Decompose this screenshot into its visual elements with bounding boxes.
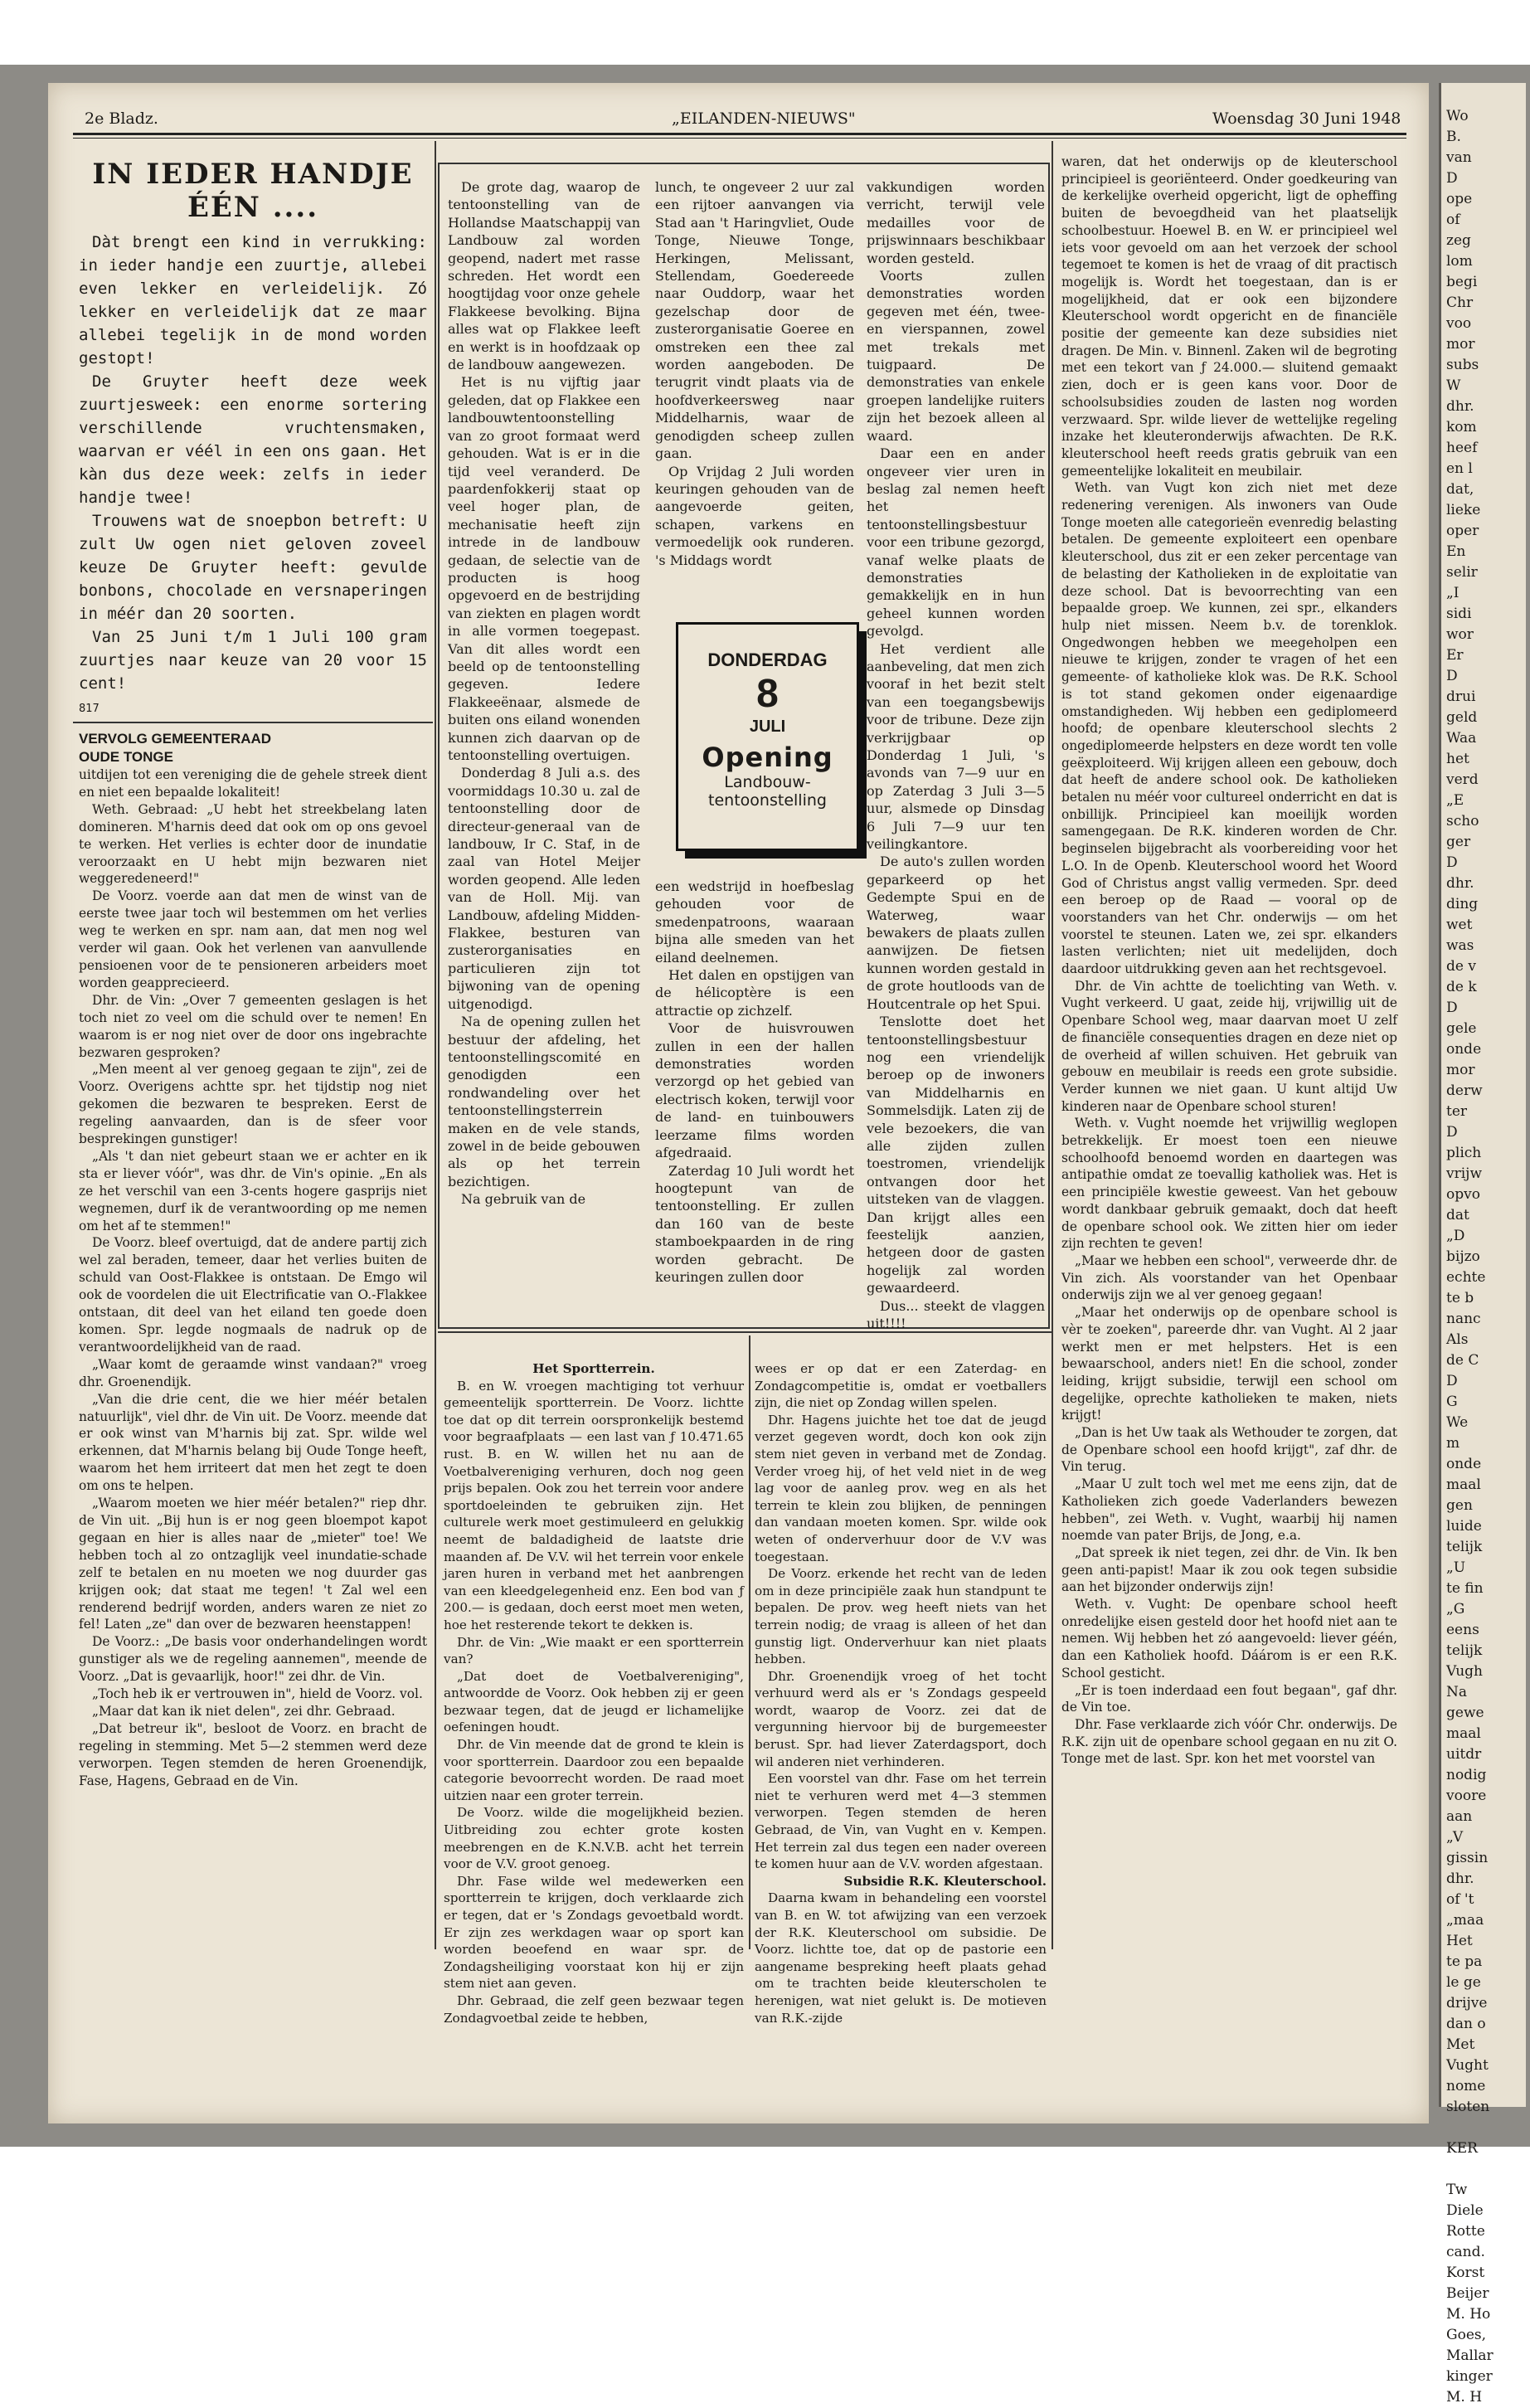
edge-fragment: Als xyxy=(1446,1331,1469,1348)
edge-fragment: heef xyxy=(1446,440,1478,456)
edge-fragment: B. xyxy=(1446,129,1461,145)
advert-code: 817 xyxy=(79,703,100,715)
edge-fragment: ding xyxy=(1446,896,1479,912)
edge-fragment: of xyxy=(1446,212,1460,228)
edge-fragment: te b xyxy=(1446,1290,1474,1306)
edge-fragment: selir xyxy=(1446,564,1478,581)
edge-fragment: mor xyxy=(1446,1062,1475,1078)
article-gemeenteraad xyxy=(79,730,427,1941)
edge-fragment: Chr xyxy=(1446,294,1474,311)
edge-fragment: D xyxy=(1446,1000,1458,1016)
edge-fragment: dhr. xyxy=(1446,875,1474,892)
article-sportterrein-continued xyxy=(755,1360,1047,2026)
edge-fragment: Rotte xyxy=(1446,2223,1485,2240)
edge-fragment: m xyxy=(1446,1435,1460,1452)
edge-fragment: Vught xyxy=(1446,2057,1489,2074)
edge-fragment: aan xyxy=(1446,1808,1473,1825)
notice-subject: Landbouw- xyxy=(724,773,811,791)
edge-fragment: de C xyxy=(1446,1352,1479,1369)
paragraph: Tenslotte doet het tentoonstellingsbestuur nog een vriendelijk beroep op de inwoners van Middelharnis en Sommelsdijk. Laten zij de vele bezoekers, die van alle zijden zullen toestromen, vriendelijk ontvangen door het uitsteken van de vlaggen. Dan krijgt alles een feestelijk aanzien, hetgeen door de gasten hogelijk zal worden gewaardeerd. xyxy=(867,1014,1045,1296)
edge-fragment: te pa xyxy=(1446,1953,1483,1970)
edge-fragment: D xyxy=(1446,1373,1458,1389)
paragraph: lunch, te ongeveer 2 uur zal een rijtoer aanvangen via Stad aan 't Haringvliet, Oude Tonge, Nieuwe Tonge, Herkingen, Melissant, Stellendam, Goedereede naar Ouddorp, waar het gezelschap door de zusterorganisatie Goeree en omstreken een thee zal worden aangeboden. De terugrit vindt plaats via de hoofdverkeersweg naar Middelharnis, waar de genodigden scheep zullen gaan. xyxy=(655,179,854,462)
edge-fragment: „U xyxy=(1446,1559,1466,1576)
paragraph: De Voorz. bleef overtuigd, dat de andere partij zich wel zal beraden, temeer, daar het verlies buiten de schuld van Oost-Flakkee is ontstaan. De Emgo wil ook de voordelen die uit Electrificatie van O.-Flakkee ontstaan, dit deel van het eiland ten goede doen komen. Spr. legde nogmaals de nadruk op de verantwoordelijkheid van de raad. xyxy=(79,1235,427,1355)
horizontal-rule xyxy=(73,722,433,723)
edge-fragment: Goes, xyxy=(1446,2327,1487,2343)
edge-fragment: de v xyxy=(1446,958,1476,975)
edge-fragment: We xyxy=(1446,1414,1469,1431)
opening-notice-box xyxy=(676,622,859,851)
paragraph: Dhr. Groenendijk vroeg of het tocht verhuurd werd als er 's Zondags gespeeld wordt, waarop de Voorz. zei dat de vergunning hiervoor bij de burgemeester berust. Spr. had liever Zaterdagsport, doch wil anderen niet verhinderen. xyxy=(755,1668,1047,1769)
paragraph: „Dat doet de Voetbalvereniging", antwoordde de Voorz. Ook hebben zij er geen bezwaar tegen, dat de jeugd er lichamelijke oefeningen houdt. xyxy=(444,1668,744,1735)
paragraph: Daarna kwam in behandeling een voorstel van B. en W. tot afwijzing van een verzoek der R.K. Kleuterschool om subsidie. De Voorz. lichtte toe, dat op de pastorie een aangename bespreking heeft plaats gehad om te trachten beide kleuterscholen te herenigen, wat niet gelukt is. De motieven van R.K.-zijde xyxy=(755,1890,1047,2026)
article-subheading: OUDE TONGE xyxy=(79,749,173,765)
paragraph: een wedstrijd in hoefbeslag gehouden voor de smedenpatroons, waaraan bijna alle smeden van het eiland deelnemen. xyxy=(655,878,854,966)
box-shadow xyxy=(685,849,867,859)
paragraph: Donderdag 8 Juli a.s. des voormiddags 10.30 u. zal de tentoonstelling door de directeur-generaal van de landbouw, Ir C. Staf, in de zaal van Hotel Meijer worden geopend. Alle leden van de Holl. Mij. van Landbouw, afdeling Midden-Flakkee, besturen van zusterorganisaties en particulieren zijn tot bijwoning van de opening uitgenodigd. xyxy=(448,765,640,1012)
edge-fragment: verd xyxy=(1446,771,1479,788)
edge-fragment: telijk xyxy=(1446,1539,1483,1555)
edge-fragment: de k xyxy=(1446,979,1477,995)
section-heading: Het Sportterrein. xyxy=(532,1361,655,1376)
edge-fragment: Beijer xyxy=(1446,2285,1489,2302)
edge-fragment: kom xyxy=(1446,419,1477,435)
edge-fragment: plich xyxy=(1446,1145,1482,1161)
edge-fragment: ter xyxy=(1446,1103,1468,1120)
edge-fragment: gele xyxy=(1446,1020,1477,1037)
edge-fragment: van xyxy=(1446,149,1472,166)
edge-fragment: gissin xyxy=(1446,1850,1489,1866)
edge-fragment: echte xyxy=(1446,1269,1486,1286)
paragraph: vakkundigen worden verricht, terwijl vele medailles voor de prijswinnaars beschikbaar worden gesteld. xyxy=(867,179,1045,266)
article-tentoonstelling-col2-top xyxy=(655,178,854,601)
edge-fragment: Met xyxy=(1446,2036,1475,2053)
column-rule xyxy=(435,141,436,1949)
paragraph: „Maar we hebben een school", verweerde dhr. de Vin zich. Als voorstander van het Openbaar onderwijs zijn we al ver genoeg gegaan! xyxy=(1061,1253,1397,1303)
paragraph: „Waar komt de geraamde winst vandaan?" vroeg dhr. Groenendijk. xyxy=(79,1356,427,1389)
edge-fragment: te fin xyxy=(1446,1580,1484,1597)
paragraph: Zaterdag 10 Juli wordt het hoogtepunt van de tentoonstelling. Er zullen dan 160 van de beste stamboekpaarden in de ring worden gebracht. De keuringen zullen door xyxy=(655,1162,854,1285)
edge-fragment: wet xyxy=(1446,917,1473,933)
edge-fragment: KER xyxy=(1446,2140,1478,2157)
paragraph: Op Vrijdag 2 Juli worden keuringen gehouden van de aangevoerde geiten, schapen, varkens en vermoedelijk ook runderen. 's Middags wordt xyxy=(655,463,854,568)
edge-fragment: Het xyxy=(1446,1933,1473,1949)
edge-fragment: geld xyxy=(1446,709,1478,726)
edge-fragment: lom xyxy=(1446,253,1473,270)
edge-fragment: derw xyxy=(1446,1082,1483,1099)
advert-de-gruyter xyxy=(79,158,427,715)
paragraph: Voor de huisvrouwen zullen in een der hallen demonstraties worden verzorgd op het gebied van electrisch koken, terwijl voor de land- en tuinbouwers leerzame films worden afgedraaid. xyxy=(655,1020,854,1161)
edge-fragment: W xyxy=(1446,377,1461,394)
paragraph: Dus... steekt de vlaggen uit!!!! xyxy=(867,1297,1045,1331)
paragraph: „Maar dat kan ik niet delen", zei dhr. Gebraad. xyxy=(92,1703,396,1719)
edge-fragment: drui xyxy=(1446,688,1476,705)
edge-fragment: D xyxy=(1446,170,1458,187)
article-kleuterschool xyxy=(1061,153,1397,1945)
edge-fragment: D xyxy=(1446,668,1458,684)
article-tentoonstelling-col2-bottom xyxy=(655,878,854,1326)
edge-fragment: was xyxy=(1446,937,1474,954)
edge-fragment: gewe xyxy=(1446,1705,1484,1721)
edge-fragment: „V xyxy=(1446,1829,1464,1846)
box-shadow xyxy=(857,631,867,855)
edge-fragment: Wo xyxy=(1446,108,1469,124)
edge-fragment: „I xyxy=(1446,585,1460,601)
paragraph: Het dalen en opstijgen van de hélicoptère is een attractie op zichzelf. xyxy=(655,967,854,1019)
edge-fragment: maal xyxy=(1446,1725,1481,1742)
paragraph: waren, dat het onderwijs op de kleuterschool principieel is georiënteerd. Onder goedkeuring van de kerkelijke overheid opgericht, ligt de opheffing buiten de bevoegdheid van het plaatselijk schoolbestuur. Hoewel B. en W. er principieel wel iets voor gevoeld om aan het verzoek der school tegemoet te komen is het de vraag of dit practisch mogelijk is. Wordt het toegestaan, dan is er mogelijkheid, dat er ook een bijzondere Kleuterschool wordt opgericht en de financiële positie der gemeente kan deze subsidies niet dragen. De Min. v. Binnenl. Zaken wil de begroting met een tekort van ƒ 24.000.— sluitend gemaakt zien, doch er is geen kans voor. Door de schoolsubsidies zouden de lasten nog worden verzwaard. Spr. wilde liever de wettelijke regeling inzake het kleuteronderwijs afwachten. De R.K. kleuterschool heeft reeds gratis gebruik van een gemeentelijke lokaliteit en meubilair. xyxy=(1061,154,1397,479)
notice-day: DONDERDAG xyxy=(707,649,828,670)
article-heading: VERVOLG GEMEENTERAAD xyxy=(79,731,272,747)
paragraph: Dhr. Hagens juichte het toe dat de jeugd verzet gegeven wordt, doch kon ook zijn stem niet geven in verband met de Zondag. Verder vroeg hij, of het veld niet in de weg lag voor de aanleg prov. weg en als het terrein te klein zou blijken, de penningen dan vandaan moeten komen. Spr. wilde ook weten of onderverhuur door de V.V was toegestaan. xyxy=(755,1412,1047,1564)
header-rule-thin xyxy=(73,138,1406,139)
edge-fragment: vrijw xyxy=(1446,1165,1482,1182)
page-header xyxy=(75,106,1401,131)
edge-fragment: dat, xyxy=(1446,481,1474,498)
edge-fragment: eens xyxy=(1446,1622,1479,1638)
edge-fragment: ope xyxy=(1446,191,1473,207)
edge-fragment: voo xyxy=(1446,315,1472,332)
edge-fragment xyxy=(1441,2159,1526,2180)
paragraph: De Voorz.: „De basis voor onderhandelingen wordt gunstiger als we de regeling aannemen", meende de Voorz. „Dat is gevaarlijk, hoor!" zei dhr. de Vin. xyxy=(79,1634,427,1685)
edge-fragment: le ge xyxy=(1446,1974,1481,1991)
edge-fragment: telijk xyxy=(1446,1642,1483,1659)
paragraph: „Dat betreur ik", besloot de Voorz. en bracht de regeling in stemming. Met 5—2 stemmen werd deze verworpen. Tegen stemden de heren Groenendijk, Fase, Hagens, Gebraad en de Vin. xyxy=(79,1720,427,1788)
paragraph: Dhr. de Vin: „Over 7 gemeenten geslagen is het toch niet zo veel om die schuld over te nemen! En waarom is er nog niet over de door ons ingebrachte bezwaren gesproken? xyxy=(79,992,427,1060)
column-rule xyxy=(749,1335,750,1949)
edge-fragment: of 't xyxy=(1446,1891,1474,1908)
edge-fragment: dhr. xyxy=(1446,398,1474,415)
paragraph: Dhr. de Vin: „Wie maakt er een sportterrein van? xyxy=(444,1634,744,1667)
paragraph: Dhr. de Vin achtte de toelichting van Weth. v. Vught verkeerd. U gaat, zeide hij, vrijwillig uit de Openbare School weg, maar daarvan moet U zelf de financiële consequenties dragen en deze niet op de overheid af willen schuiven. Het gebruik van gebouw en meubilair is reeds een grote subsidie. Verder kunnen we niet gaan. U kunt altijd Uw kinderen naar de Openbare school sturen! xyxy=(1061,978,1397,1114)
column-rule xyxy=(1052,141,1053,1949)
paragraph: Dhr. Fase verklaarde zich vóór Chr. onderwijs. De R.K. zijn uit de openbare school gegaan en nu zit O. Tonge met de last. Spr. kon het met voorstel van xyxy=(1061,1716,1397,1767)
page-number: 2e Bladz. xyxy=(85,109,158,128)
section-heading: Subsidie R.K. Kleuterschool. xyxy=(843,1873,1047,1889)
paragraph: „Waarom moeten we hier méér betalen?" riep dhr. de Vin uit. „Bij hun is er nog geen bloempot kapot gegaan en hier is alles naar de „mieter" toe! We hebben toch al zo ontzaglijk veel inundatie-schade zelf te betalen en nu moeten we nog duurder gas krijgen ook; dat staat me tegen! 't Zal wel een renderend bedrijf worden, anders waren ze niet zo fel! Laten „ze" dan over de bezwaren heenstappen! xyxy=(79,1496,427,1632)
paragraph: „Van die drie cent, die we hier méér betalen natuurlijk", viel dhr. de Vin uit. De Voorz. meende dat er ook winst van M'harnis bij zat. Spr. wilde wel erkennen, dat M'harnis belang bij Oude Tonge heeft, waarom het hem irriteert dat men het zegt te doen om ons te helpen. xyxy=(79,1391,427,1494)
edge-fragment: ger xyxy=(1446,834,1471,850)
paragraph: Na de opening zullen het bestuur der afdeling, het tentoonstellingscomité en genodigden een rondwandeling over het tentoonstellingsterrein maken en de vele stands, zowel in de beide gebouwen als op het terrein bezichtigen. xyxy=(448,1014,640,1189)
edge-fragment: „G xyxy=(1446,1601,1465,1617)
edge-fragment: Tw xyxy=(1446,2182,1468,2198)
paragraph: Het is nu vijftig jaar geleden, dat op Flakkee een landbouwtentoonstelling van zo groot formaat werd gehouden. Wat is er in die tijd veel veranderd. De paardenfokkerij staat op veel hoger plan, de mechanisatie heeft zijn intrede in de landbouw gedaan, de selectie van de producten is hoog opgevoerd en de bestrijding van ziekten en plagen wordt in alle vormen toegepast. Van dit alles wordt een beeld op de tentoonstelling gegeven. Iedere Flakkeeënaar, alsmede de buiten ons eiland wonenden kunnen zich daarvan op de tentoonstelling overtuigen. xyxy=(448,374,640,763)
edge-fragment: mor xyxy=(1446,336,1475,353)
edge-fragment: nome xyxy=(1446,2078,1486,2094)
edge-fragment: dat xyxy=(1446,1207,1469,1223)
notice-subject: tentoonstelling xyxy=(708,791,827,810)
article-sportterrein xyxy=(444,1360,744,2026)
edge-fragment: Mallar xyxy=(1446,2347,1494,2364)
paragraph: „Maar het onderwijs op de openbare school is vèr te zoeken", pareerde dhr. van Vught. Al 2 jaar werkt men er met helpsters. Het is een bewaarschool, anders niet! En die school, zonder leiding, krijgt subsidie, terwijl een school om degelijke, oprechte katholieken te maken, niets krijgt! xyxy=(1061,1305,1397,1423)
article-tentoonstelling-col3 xyxy=(867,178,1045,1331)
advert-paragraph: Van 25 Juni t/m 1 Juli 100 gram zuurtjes naar keuze van 20 voor 15 cent! xyxy=(79,628,427,693)
paragraph: De grote dag, waarop de tentoonstelling van de Hollandse Maatschappij van Landbouw zal worden geopend, nadert met rasse schreden. Het wordt een hoogtijdag voor onze gehele Flakkeese bevolking. Bijna alles wat op Flakkee leeft en werkt is in hoofdzaak op de landbouw aangewezen. xyxy=(448,179,640,373)
notice-date: 8 xyxy=(756,672,779,716)
edge-fragment: Diele xyxy=(1446,2202,1484,2219)
edge-fragment: Waa xyxy=(1446,730,1477,747)
edge-fragment: en l xyxy=(1446,460,1473,477)
edge-fragment: het xyxy=(1446,751,1469,767)
paragraph: Een voorstel van dhr. Fase om het terrein niet te verhuren werd met 4—3 stemmen verworpen. Tegen stemden de heren Gebraad, de Vin, van Vught en v. Kempen. Het terrein zal dus tegen een nader overeen te komen huur aan de V.V. worden afgestaan. xyxy=(755,1771,1047,1872)
paragraph: Weth. Gebraad: „U hebt het streekbelang laten domineren. M'harnis deed dat ook om op ons gevoel te werken. Het verlies is echter door de inundatie veroorzaakt en U hebt mijn bezwaren niet weggeredeneerd!" xyxy=(79,801,427,887)
paragraph: „Er is toen inderdaad een fout begaan", gaf dhr. de Vin toe. xyxy=(1061,1682,1397,1715)
issue-date: Woensdag 30 Juni 1948 xyxy=(1212,109,1401,128)
edge-fragment: gen xyxy=(1446,1497,1473,1514)
paragraph: De auto's zullen worden geparkeerd op het Gedempte Spui en de Waterweg, waar bewakers de plaats zullen aanwijzen. De fietsen kunnen worden gestald in de grote houtloods van de Houtcentrale op het Spui. xyxy=(867,854,1045,1012)
edge-fragment: onde xyxy=(1446,1041,1482,1058)
paragraph: wees er op dat er een Zaterdag- en Zondagcompetitie is, omdat er voetballers zijn, die niet op Zondag willen spelen. xyxy=(755,1361,1047,1411)
paragraph: „Maar U zult toch wel met me eens zijn, dat de Katholieken zich goede Vaderlanders bewezen hebben", zei Weth. v. Vught, waarbij hij namen noemde van pater Brijs, de Jong, e.a. xyxy=(1061,1476,1397,1544)
edge-fragment: Na xyxy=(1446,1684,1468,1700)
edge-fragment: kinger xyxy=(1446,2368,1493,2385)
paper-name: „EILANDEN-NIEUWS" xyxy=(672,109,856,128)
advert-paragraph: Trouwens wat de snoepbon betreft: U zult Uw ogen niet geloven zoveel keuze De Gruyter heeft: gevulde bonbons, chocolade en versnaperingen in méér dan 20 soorten. xyxy=(79,512,427,623)
adjacent-page-edge xyxy=(1439,83,1526,2406)
header-rule xyxy=(73,133,1406,135)
paragraph: De Voorz. voerde aan dat men de winst van de eerste twee jaar toch wil bestemmen om het verlies weg te werken en spr. nam aan, dat men nog wel verder wil gaan. Ook het verlenen van aanvullende pensioenen voor de te pensioneren arbeiders moet worden geapprecieerd. xyxy=(79,888,427,990)
edge-fragment: D xyxy=(1446,1124,1458,1141)
edge-fragment: cand. xyxy=(1446,2244,1485,2260)
paragraph: Daar een en ander ongeveer vier uren in beslag zal nemen heeft het tentoonstellingsbestuur voor een tribune gezorgd, vanaf welke plaats de demonstraties gemakkelijk en in hun geheel kunnen worden gevolgd. xyxy=(867,445,1045,640)
paragraph: Na gebruik van de xyxy=(461,1191,586,1208)
paragraph: uitdijen tot een vereniging die de gehele streek dient en niet een bepaalde lokaliteit! xyxy=(79,767,427,800)
edge-fragment: sidi xyxy=(1446,606,1472,622)
paragraph: „Als 't dan niet gebeurt staan we er achter en ik sta er liever vóór", was dhr. de Vin's opinie. „En als ze het verschil van een 3-cents hogere gasprijs niet wegnemen, durf ik de verantwoording op me nemen om het af te stemmen!" xyxy=(79,1148,427,1233)
edge-fragment: onde xyxy=(1446,1456,1482,1472)
paragraph: „Dan is het Uw taak als Wethouder te zorgen, dat de Openbare school een hoofd krijgt", zaf dhr. de Vin terug. xyxy=(1061,1425,1397,1475)
paragraph: Het verdient alle aanbeveling, dat men zich vooraf in het bezit stelt van een toegangsbewijs voor de tribune. Deze zijn verkrijgbaar op Donderdag 1 Juli, 's avonds van 7—9 uur en op Zaterdag 3 Juli 3—5 uur, alsmede op Dinsdag 6 Juli 7—9 uur ten veilingkantore. xyxy=(867,640,1045,853)
edge-fragment: Vugh xyxy=(1446,1663,1483,1680)
paragraph: De Voorz. erkende het recht van de leden om in deze principiële zaak hun standpunt te bepalen. De prov. weg heeft niets van het terrein nodig; de vraag is alleen of het dan gunstig ligt. Onderverhuur kan niet plaats hebben. xyxy=(755,1566,1047,1667)
paragraph: Voorts zullen demonstraties worden gegeven met één, twee- en vierspannen, zowel met trekals met tuigpaard. De demonstraties van enkele groepen landelijke ruiters zijn het bezoek alleen al waard. xyxy=(867,268,1045,444)
edge-fragment: Korst xyxy=(1446,2264,1485,2281)
paragraph: Dhr. de Vin meende dat de grond te klein is voor sportterrein. Daardoor zou een bepaalde categorie bevoorrecht worden. De raad moet uitzien naar een groter terrein. xyxy=(444,1737,744,1803)
edge-fragment: zeg xyxy=(1446,232,1471,249)
advert-paragraph: De Gruyter heeft deze week zuurtjesweek: een enorme sortering verschillende vruchtensmaken, waarvan er véél in een ons gaan. Het kàn dus deze week: zelfs in ieder handje twee! xyxy=(79,372,427,507)
paragraph: „Men meent al ver genoeg gegaan te zijn", zei de Voorz. Overigens achtte spr. het tijdstip nog niet gekomen die bezwaren te bespreken. Eerst de regeling aanvaarden, dan is de sfeer voor besprekingen gunstiger! xyxy=(79,1062,427,1147)
edge-fragment: M. H xyxy=(1446,2389,1483,2406)
edge-fragment: „E xyxy=(1446,792,1464,809)
paragraph: „Dat spreek ik niet tegen, zei dhr. de Vin. Ik ben geen anti-papist! Maar ik zou ook tegen subsidie aan het bijzonder onderwijs zijn! xyxy=(1061,1545,1397,1595)
edge-fragment: D xyxy=(1446,854,1458,871)
notice-opening: Opening xyxy=(702,742,833,773)
edge-fragment: En xyxy=(1446,543,1466,560)
edge-fragment: scho xyxy=(1446,813,1479,829)
paragraph: Dhr. Gebraad, die zelf geen bezwaar tegen Zondagvoetbal zeide te hebben, xyxy=(444,1992,744,2026)
notice-month: JULI xyxy=(749,718,786,736)
edge-fragment: G xyxy=(1446,1394,1458,1410)
edge-fragment: sloten xyxy=(1446,2099,1490,2115)
edge-fragment: „maa xyxy=(1446,1912,1484,1929)
advert-body xyxy=(79,231,427,695)
edge-fragment: subs xyxy=(1446,357,1479,373)
edge-fragments xyxy=(1441,83,1526,2408)
edge-fragment: bijzo xyxy=(1446,1248,1480,1265)
edge-fragment: dan o xyxy=(1446,2016,1486,2032)
edge-fragment xyxy=(1441,2118,1526,2138)
paragraph: „Toch heb ik er vertrouwen in", hield de Voorz. vol. xyxy=(92,1686,423,1702)
advert-paragraph: Dàt brengt een kind in verrukking: in ieder handje een zuurtje, allebei even lekker en verleidelijk. Zó lekker en verleidelijk dat ze maar allebei tegelijk in de mond worden gestopt! xyxy=(79,233,427,367)
edge-fragment: lieke xyxy=(1446,502,1481,518)
paragraph: Weth. van Vugt kon zich niet met deze redenering verenigen. Als inwoners van Oude Tonge moeten alle categorieën evenredig belasting betalen. De gemeente exploiteert een openbare kleuterschool, dus zit er een zeker percentage van de belasting der Katholieken in de exploitatie van deze school. Dat is bevoorrechting van een bepaalde groep. We kunnen, zei spr., elkanders hulp niet missen. Neem b.v. de torenklok. Ongedwongen hebben we meegeholpen een nieuwe te krijgen, zonder te vragen of het een gemeente- of katholieke klok was. De R.K. School is tot stand gekomen onder eigenaardige omstandigheden. Wij hebben een gediplomeerd hoofd; de openbare kleuterschool slechts 2 ongediplomeerde helpsters en deze wordt ten volle geëxploiteerd. Wij krijgen alleen een gebouw, doch dat heeft de andere school ook. De katholieken betalen nu méér voor cultureel onderricht en dat is onbillijk. Principieel kan moeilijk worden samengegaan. De R.K. kinderen worden de Chr. beginselen bijgebracht als voorbereiding voor het L.O. In de Openb. Kleuterschool woord het Woord God of Christus angst vallig vermeden. Spr. deed een beroep op de Raad — vooral op de voorstanders van het Chr. onderwijs — om het voorstel te steunen. Laten we, zei spr. elkanders lasten verlichten; niet uit medelijden, doch daardoor uitdrukking geven aan het rechtsgevoel. xyxy=(1061,480,1397,977)
edge-fragment: dhr. xyxy=(1446,1870,1474,1887)
edge-fragment: drijve xyxy=(1446,1995,1488,2012)
paragraph: Weth. v. Vught noemde het vrijwillig weglopen betrekkelijk. Er moest toen een nieuwe schoolhoofd benoemd worden en daartegen was antipathie omdat ze toevallig katholiek was. Het is een principiële kwestie geweest. Van het gebouw wordt dankbaar gebruik gemaakt, doch dat heeft de openbare school ook. We zitten hier om ieder zijn rechten te geven! xyxy=(1061,1116,1397,1252)
paragraph: De Voorz. wilde die mogelijkheid bezien. Uitbreiding zou echter grote kosten meebrengen en de K.N.V.B. acht het terrein voor de V.V. groot genoeg. xyxy=(444,1805,744,1872)
edge-fragment: voore xyxy=(1446,1788,1487,1804)
edge-fragment: oper xyxy=(1446,523,1479,539)
edge-fragment: opvo xyxy=(1446,1186,1480,1203)
edge-fragment: wor xyxy=(1446,626,1474,643)
paragraph: Weth. v. Vught: De openbare school heeft onredelijke eisen gesteld door het hoofd niet aan te nemen. Wij hebben het zó aangevoeld: liever géén, dan een Katholiek hoofd. Dáárom is er een R.K. School gesticht. xyxy=(1061,1597,1397,1681)
edge-fragment: luide xyxy=(1446,1518,1482,1535)
advert-title: IN IEDER HANDJE ÉÉN .... xyxy=(92,158,414,224)
paragraph: Dhr. Fase wilde wel medewerken een sportterrein te krijgen, doch verklaarde zich er tegen, dat er 's Zondags gevoetbald wordt. Er zijn zes werkdagen waar op sport kan worden beoefend en waar spr. de Zondagsheiliging voorstaat kon hij er zijn stem niet aan geven. xyxy=(444,1873,744,1992)
edge-fragment: nanc xyxy=(1446,1311,1481,1327)
article-tentoonstelling-col1 xyxy=(448,178,640,1323)
edge-fragment: „D xyxy=(1446,1228,1465,1244)
paragraph: B. en W. vroegen machtiging tot verhuur gemeentelijk sportterrein. De Voorz. lichtte toe dat op dit terrein oorspronkelijk bestemd voor begraafplaats — een last van ƒ 10.471.65 rust. B. en W. willen het nu aan de Voetbalvereniging verhuren, doch nog geen prijs bepalen. Ook zou het terrein voor andere sportdoeleinden te gebruiken zijn. Het culturele werk moet gestimuleerd en gelukkig neemt de baldadigheid de laatste drie maanden af. De V.V. wil het terrein voor enkele jaren huren in verband met het aanbrengen van een kleedgelegenheid enz. Een bod van ƒ 200.— is gedaan, doch eerst moet men weten, hoe het resterende tekort te dekken is. xyxy=(444,1378,744,1632)
edge-fragment: begi xyxy=(1446,274,1478,290)
edge-fragment: maal xyxy=(1446,1476,1481,1493)
edge-fragment: uitdr xyxy=(1446,1746,1482,1763)
edge-fragment: Er xyxy=(1446,647,1464,664)
edge-fragment: nodig xyxy=(1446,1767,1487,1783)
edge-fragment: M. Ho xyxy=(1446,2306,1491,2323)
